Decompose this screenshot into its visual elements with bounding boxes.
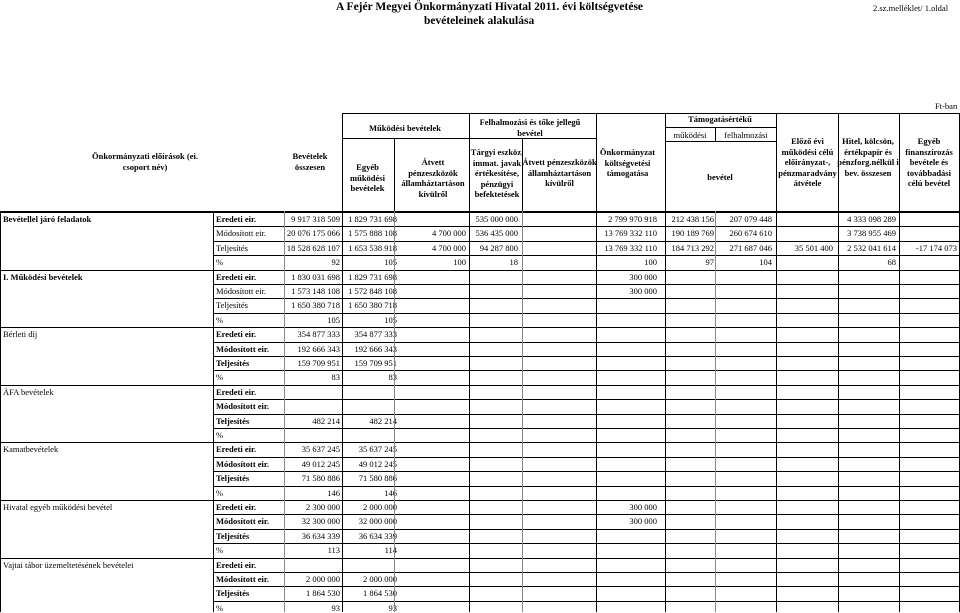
- cell-total: 32 300 000: [301, 516, 340, 527]
- cell-total: 146: [327, 487, 340, 498]
- cell-total: 1 650 380 718: [291, 300, 340, 311]
- row-type-label: Teljesítés: [216, 242, 248, 253]
- cell-hitel: 68: [887, 257, 896, 268]
- cell-onk: 100: [644, 257, 657, 268]
- cell-egyeb: 1 572 848 108: [348, 286, 397, 296]
- cell-egyeb: 83: [388, 372, 397, 383]
- cell-egyeb: 49 012 245: [358, 458, 397, 469]
- cell-onk: 300 000: [629, 286, 657, 296]
- cell-total: 482 214: [312, 415, 340, 426]
- group-name: ÁFA bevételek: [3, 386, 54, 397]
- group-name: Bérleti díj: [3, 329, 38, 340]
- page-title-line2: bevételeinek alakulása: [424, 15, 535, 27]
- group-name: Hivatal egyéb működési bevétel: [3, 502, 113, 512]
- cell-egyeb_fin: -17 174 073: [915, 242, 957, 253]
- cell-egyeb: 36 634 339: [358, 530, 397, 541]
- group-name: Bevétellel járó feladatok: [3, 214, 92, 224]
- cell-total: 113: [327, 545, 340, 556]
- cell-total: 83: [331, 372, 340, 383]
- cell-egyeb: 1 653 538 918: [348, 242, 397, 253]
- row-type-label: %: [216, 545, 224, 556]
- header-col-onk: Önkormányzat költségvetési támogatása: [599, 147, 656, 178]
- header-col-name: Önkormányzati előírások (ei. csoport név): [91, 151, 198, 172]
- cell-atvett1: 4 700 000: [432, 242, 466, 253]
- cell-egyeb: 32 000 000: [358, 516, 397, 527]
- row-type-label: Módosított eir.: [216, 228, 267, 239]
- row-type-label: %: [216, 602, 224, 613]
- cell-tam_felh: 260 674 610: [729, 228, 772, 239]
- cell-tam_felh: 207 079 448: [729, 214, 772, 224]
- cell-total: 71 580 886: [301, 473, 340, 484]
- cell-hitel: 4 333 098 289: [847, 214, 896, 224]
- cell-total: 92: [331, 257, 340, 268]
- header-sub-felhalmozasi: felhalmozási: [724, 130, 768, 140]
- cell-onk: 13 769 332 110: [604, 242, 657, 253]
- cell-egyeb: 2 000 000: [363, 574, 397, 584]
- cell-tam_muk: 184 713 292: [671, 242, 714, 253]
- cell-egyeb: 192 666 343: [354, 343, 397, 354]
- cell-egyeb: 1 829 731 698: [348, 214, 397, 224]
- cell-total: 49 012 245: [301, 458, 340, 469]
- cell-hitel: 3 738 955 469: [847, 228, 896, 239]
- cell-hitel: 2 532 041 614: [847, 242, 896, 253]
- cell-total: 35 637 245: [301, 444, 340, 455]
- cell-onk: 13 769 332 110: [604, 228, 657, 239]
- cell-total: 354 877 333: [297, 329, 340, 340]
- group-name: Kamatbevételek: [3, 444, 59, 455]
- cell-egyeb: 105: [384, 314, 397, 325]
- cell-egyeb: 71 580 886: [358, 473, 397, 484]
- row-type-label: Teljesítés: [216, 415, 250, 426]
- cell-total: 159 709 951: [297, 358, 340, 368]
- header-col-elozo: Előző évi működési célú előirányzat-, pénzmaradvány átvétele: [778, 136, 837, 188]
- cell-total: 1 573 148 108: [291, 286, 340, 296]
- cell-egyeb: 354 877 333: [354, 329, 397, 340]
- row-type-label: Eredeti eir.: [216, 329, 257, 340]
- group-name: Vajtai tábor üzemeltetésének bevételei: [3, 559, 134, 570]
- cell-egyeb: 93: [388, 602, 397, 613]
- cell-total: 36 634 339: [301, 530, 340, 541]
- header-col-atvett2: Átvett pénzeszközök államháztartáson kívülről: [522, 157, 597, 188]
- header-group-tamogatas: Támogatásértékű: [688, 114, 752, 124]
- row-type-label: Eredeti eir.: [216, 502, 257, 512]
- header-group-mukodesi: Működési bevételek: [368, 123, 441, 133]
- cell-onk: 300 000: [629, 502, 657, 512]
- cell-egyeb: 114: [384, 545, 397, 556]
- row-type-label: Teljesítés: [216, 300, 248, 311]
- row-type-label: Módosított eir.: [216, 286, 267, 296]
- cell-total: 1 830 031 698: [291, 271, 340, 282]
- row-type-label: %: [216, 430, 224, 440]
- row-type-label: Módosított eir.: [216, 401, 270, 412]
- cell-total: 20 076 175 066: [286, 228, 340, 239]
- row-type-label: Eredeti eir.: [216, 386, 257, 397]
- cell-egyeb: 1 864 530: [363, 588, 397, 599]
- cell-egyeb: 482 214: [369, 415, 397, 426]
- row-type-label: Módosított eir.: [216, 458, 270, 469]
- row-type-label: Eredeti eir.: [216, 214, 257, 224]
- cell-atvett1: 100: [453, 257, 466, 268]
- page-title-line1: A Fejér Megyei Önkormányzati Hivatal 2011. évi költségvetése: [336, 1, 644, 13]
- cell-targyi: 94 287 800: [479, 242, 518, 253]
- cell-tam_felh: 271 687 046: [729, 242, 772, 253]
- row-type-label: Módosított eir.: [216, 574, 270, 584]
- cell-total: 1 864 530: [306, 588, 340, 599]
- header-group-felhalmozasi: Felhalmozási és tőke jellegű bevétel: [479, 117, 581, 138]
- cell-egyeb: 1 829 731 698: [348, 271, 397, 282]
- cell-onk: 2 799 970 918: [608, 214, 657, 224]
- cell-tam_muk: 97: [705, 257, 714, 268]
- row-type-label: %: [216, 372, 224, 383]
- cell-egyeb: 35 637 245: [358, 444, 397, 455]
- page-reference: 2.sz.melléklet/ 1.oldal: [873, 3, 949, 13]
- unit-label: Ft-ban: [935, 101, 958, 111]
- row-type-label: Teljesítés: [216, 530, 250, 541]
- cell-tam_felh: 104: [759, 257, 772, 268]
- cell-total: 105: [327, 314, 340, 325]
- cell-onk: 300 000: [629, 516, 657, 527]
- header-col-hitel: Hitel, kölcsön, értékpapír és pénzforg.nélkül i bev. összesen: [837, 136, 899, 178]
- row-type-label: Teljesítés: [216, 473, 250, 484]
- cell-onk: 300 000: [629, 271, 657, 282]
- group-name: I. Működési bevételek: [3, 271, 83, 282]
- cell-total: 2 300 000: [306, 502, 340, 512]
- cell-egyeb: 159 709 951: [354, 358, 397, 368]
- row-type-label: Eredeti eir.: [216, 271, 257, 282]
- cell-egyeb: 1 650 380 718: [348, 300, 397, 311]
- row-type-label: Teljesítés: [216, 588, 250, 599]
- cell-total: 192 666 343: [297, 343, 340, 354]
- row-type-label: Teljesítés: [216, 358, 250, 368]
- cell-egyeb: 105: [384, 257, 397, 268]
- cell-total: 2 000 000: [306, 574, 340, 584]
- cell-elozo: 35 501 400: [794, 242, 833, 253]
- cell-targyi: 535 000 000: [475, 214, 518, 224]
- row-type-label: Módosított eir.: [216, 343, 270, 354]
- row-type-label: Eredeti eir.: [216, 559, 257, 570]
- row-type-label: Módosított eir.: [216, 516, 270, 527]
- cell-targyi: 536 435 000: [475, 228, 518, 239]
- cell-tam_muk: 212 438 156: [671, 214, 714, 224]
- header-col-egyeb-fin: Egyéb finanszírozás bevétele és továbbadási célú bevétel: [905, 136, 953, 188]
- cell-total: 9 917 318 509: [291, 214, 340, 224]
- cell-egyeb: 2 000 000: [363, 502, 397, 512]
- cell-tam_muk: 190 189 769: [671, 228, 714, 239]
- cell-total: 93: [331, 602, 340, 613]
- cell-targyi: 18: [509, 257, 518, 268]
- header-col-total: Bevételek összesen: [292, 151, 328, 172]
- cell-egyeb: 146: [384, 487, 397, 498]
- cell-total: 18 528 628 107: [286, 242, 340, 253]
- header-sub-mukodesi: működési: [673, 130, 707, 140]
- header-sub-bevetel: bevétel: [707, 172, 733, 182]
- header-col-targyi: Tárgyi eszköz, immat. javak értékesítése, pénzügyi befektetések: [470, 147, 524, 199]
- row-type-label: %: [216, 314, 224, 325]
- header-col-atvett1: Átvett pénzeszközök államháztartáson kívülről: [401, 157, 465, 199]
- row-type-label: Eredeti eir.: [216, 444, 257, 455]
- cell-atvett1: 4 700 000: [432, 228, 466, 239]
- row-type-label: %: [216, 257, 224, 268]
- header-col-egyeb-mukodesi: Egyéb működési bevételek: [350, 162, 385, 193]
- cell-egyeb: 1 575 888 108: [348, 228, 397, 239]
- row-type-label: %: [216, 487, 224, 498]
